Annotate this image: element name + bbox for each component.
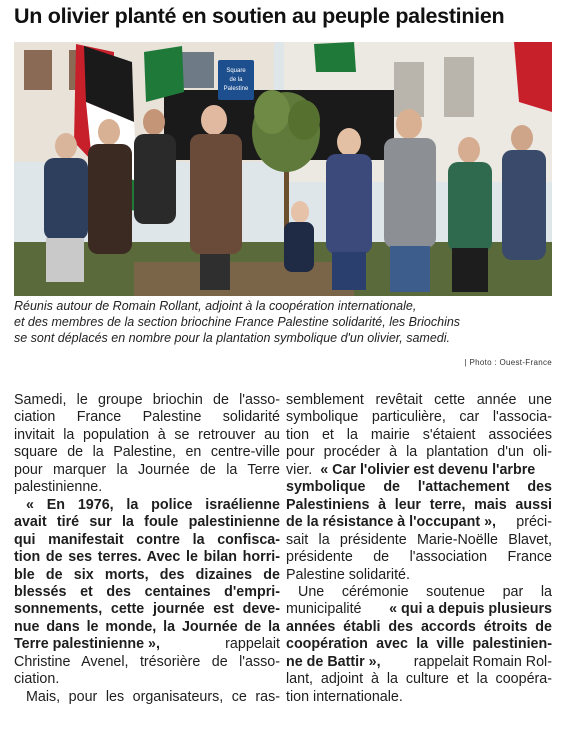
article-column-right	[286, 392, 552, 706]
article-photo	[14, 42, 552, 296]
body-line: ciation.	[14, 671, 60, 688]
quote-line: Palestiniens à leur terre, mais aussi	[286, 496, 552, 513]
body-line: Une cérémonie soutenue par la	[298, 583, 552, 600]
quote-line: « En 1976, la police israélienne	[26, 496, 280, 513]
quote-line: nue dans le monde, la Journée de la	[14, 618, 280, 635]
body-line: Samedi, le groupe briochin de l'asso-	[14, 392, 280, 408]
quote-fragment: Terre palestinienne »,	[14, 636, 160, 653]
body-line: sait la présidente Marie-Noëlle Blavet,	[286, 531, 552, 548]
body-line: pour marquer la Journée de la Terre	[14, 461, 280, 478]
photo-illustration	[14, 42, 552, 296]
body-line: ciation France Palestine solidarité	[14, 409, 280, 426]
quote-line: qui manifestait contre la confisca-	[14, 531, 280, 548]
body-fragment: rappelait Romain Rol-	[413, 653, 552, 670]
quote-line: tion de ses terres. Avec le bilan horri-	[14, 549, 280, 566]
sign-line-2: de la	[229, 77, 243, 83]
photo-caption	[14, 299, 552, 346]
photo-credit: | Photo : Ouest-France	[464, 358, 552, 367]
body-fragment: vier.	[286, 461, 313, 478]
body-line: square de la Palestine, en centre-ville	[14, 444, 280, 461]
caption-line-2: et des membres de la section briochine France Palestine solidarité, les Briochins	[14, 314, 461, 329]
body-line: Mais, pour les organisateurs, ce ras-	[26, 688, 280, 705]
quote-line: symbolique de l'attachement des	[286, 479, 552, 496]
quote-line: sonnements, cette journée est deve-	[14, 601, 280, 618]
body-line: semblement revêtait cette année une	[286, 392, 552, 408]
quote-line: blessés et des centaines d'empri-	[14, 583, 280, 600]
body-line: lant, adjoint à la culture et la coopéra-	[286, 671, 552, 688]
quote-fragment: de la résistance à l'occupant »,	[286, 514, 496, 531]
body-line: tion internationale.	[286, 688, 403, 705]
body-line: symbolique particulière, car l'associa-	[286, 409, 552, 426]
mixed-line	[14, 636, 280, 653]
body-fragment: rappelait	[225, 636, 280, 653]
mixed-line	[286, 601, 552, 618]
caption-line-1: Réunis autour de Romain Rollant, adjoint à la coopération internationale,	[14, 299, 417, 313]
body-line: tion et la mairie s'étaient associées	[286, 426, 552, 443]
body-line: présidente de l'association France	[286, 549, 552, 566]
body-line: invitait la population à se retrouver au	[14, 426, 280, 443]
quote-fragment: « qui a depuis plusieurs	[389, 601, 552, 618]
quote-line: coopération avec la ville palestinien-	[286, 636, 552, 653]
mixed-line	[286, 462, 552, 479]
quote-line: années établi des accords étroits de	[286, 618, 552, 635]
body-line: pour procéder à la plantation d'un oli-	[286, 444, 552, 461]
quote-fragment: « Car l'olivier est devenu l'arbre	[320, 461, 536, 478]
sign-line-3: Palestine	[223, 86, 249, 92]
article-column-left	[14, 392, 280, 706]
mixed-line	[286, 654, 552, 671]
body-fragment: préci-	[516, 514, 552, 531]
mixed-line	[286, 514, 552, 531]
quote-line: avait tiré sur la foule palestinienne	[14, 514, 280, 531]
quote-fragment: ne de Battir »,	[286, 653, 381, 670]
caption-line-3: se sont déplacés en nombre pour la plantation symbolique d'un olivier, samedi.	[14, 330, 450, 345]
sign-line-1: Square	[226, 68, 246, 74]
body-fragment: municipalité	[286, 601, 362, 618]
body-line: Palestine solidarité.	[286, 566, 410, 583]
body-line: Christine Avenel, trésorière de l'asso-	[14, 653, 280, 670]
quote-line: ble de six morts, des dizaines de	[14, 566, 280, 583]
body-line: palestinienne.	[14, 479, 103, 496]
article-headline: Un olivier planté en soutien au peuple palestinien	[14, 4, 505, 28]
